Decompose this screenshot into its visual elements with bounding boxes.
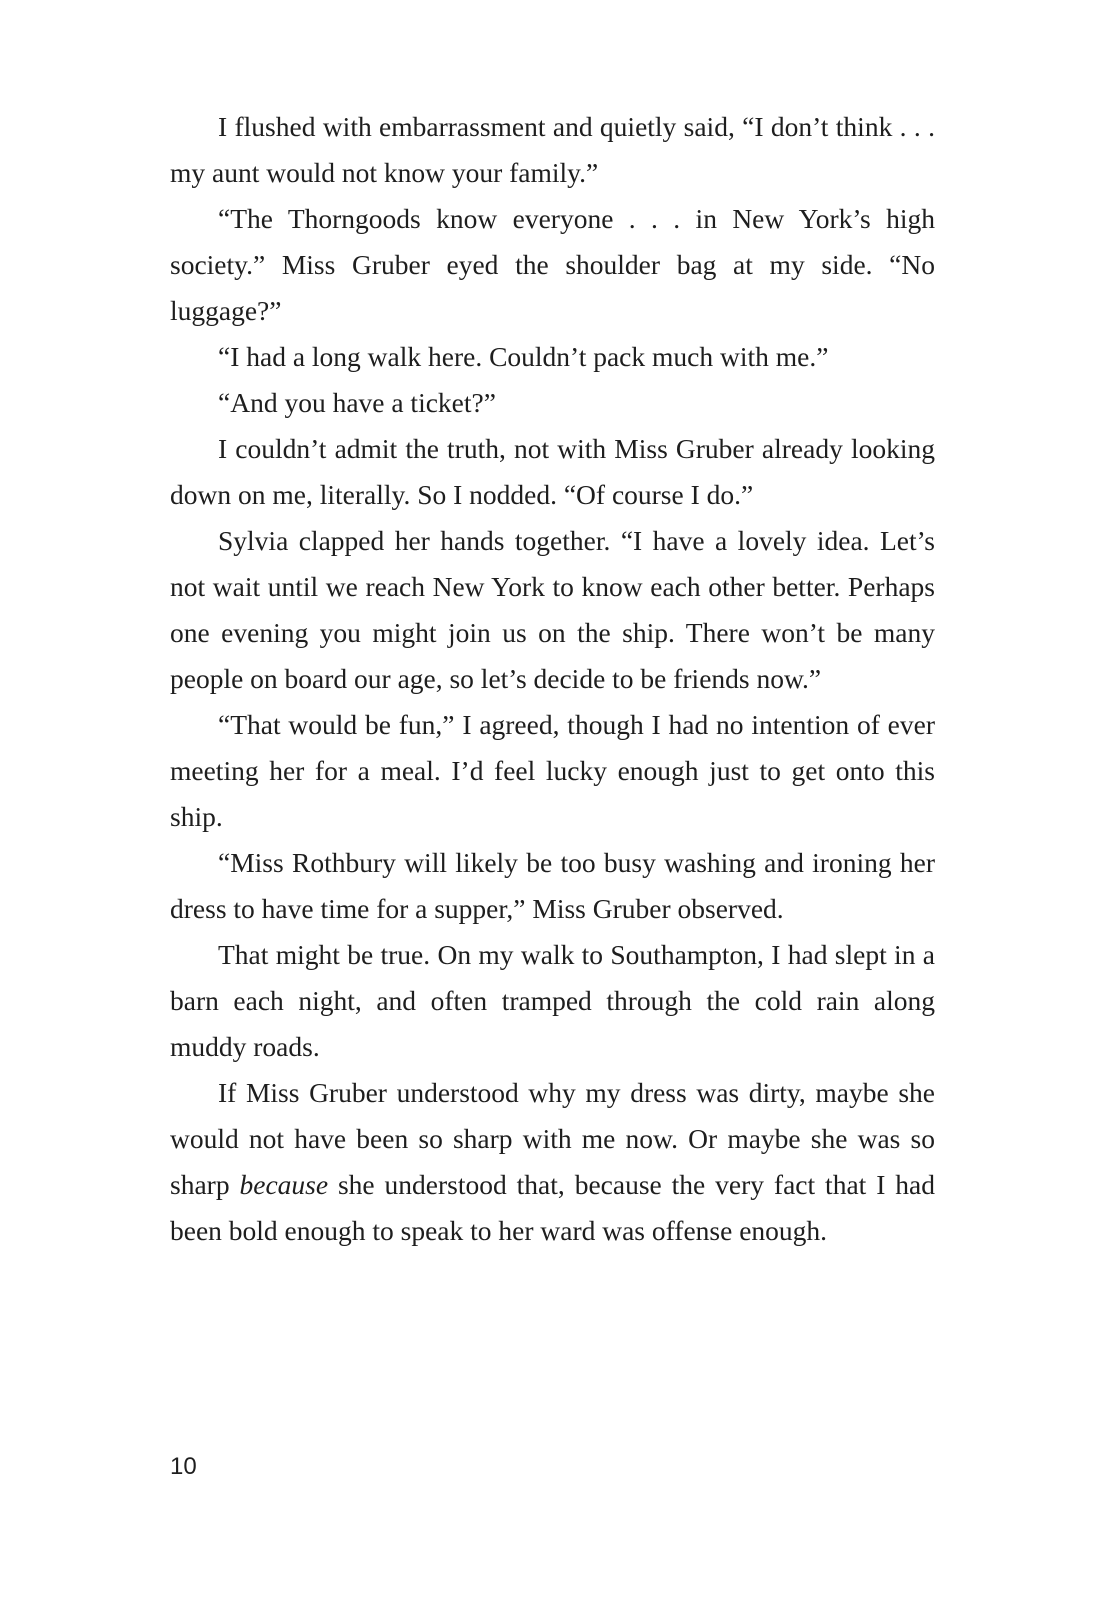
paragraph-text: If Miss Gruber understood why my dress was dirty, maybe she would not have been so sharp with me now. Or maybe she was so sharp [170, 1077, 935, 1200]
italic-emphasis: because [239, 1169, 329, 1200]
paragraph: I flushed with embarrassment and quietly said, “I don’t think . . . my aunt would not know your family.” [170, 111, 935, 188]
paragraph: Sylvia clapped her hands together. “I have a lovely idea. Let’s not wait until we reach New York to know each other better. Perhaps one evening you might join us on the ship. There won’t be many people on board our age, so let’s decide to be friends now.” [170, 525, 935, 694]
paragraph: “And you have a ticket?” [218, 387, 496, 418]
page-number: 10 [170, 1453, 197, 1480]
paragraph: That might be true. On my walk to Southampton, I had slept in a barn each night, and often tramped through the cold rain along muddy roads. [170, 939, 935, 1062]
paragraph: I couldn’t admit the truth, not with Miss Gruber already looking down on me, literally. So I nodded. “Of course I do.” [170, 433, 935, 510]
body-text [170, 104, 935, 1254]
paragraph [170, 1070, 935, 1254]
paragraph: “I had a long walk here. Couldn’t pack much with me.” [218, 341, 829, 372]
paragraph: “That would be fun,” I agreed, though I had no intention of ever meeting her for a meal. I’d feel lucky enough just to get onto this ship. [170, 709, 935, 832]
paragraph-text: she understood that, because the very fact that I had been bold enough to speak to her ward was offense enough. [170, 1169, 935, 1246]
paragraph: “Miss Rothbury will likely be too busy washing and ironing her dress to have time for a supper,” Miss Gruber observed. [170, 847, 935, 924]
paragraph: “The Thorngoods know everyone . . . in New York’s high society.” Miss Gruber eyed the shoulder bag at my side. “No luggage?” [170, 203, 935, 326]
